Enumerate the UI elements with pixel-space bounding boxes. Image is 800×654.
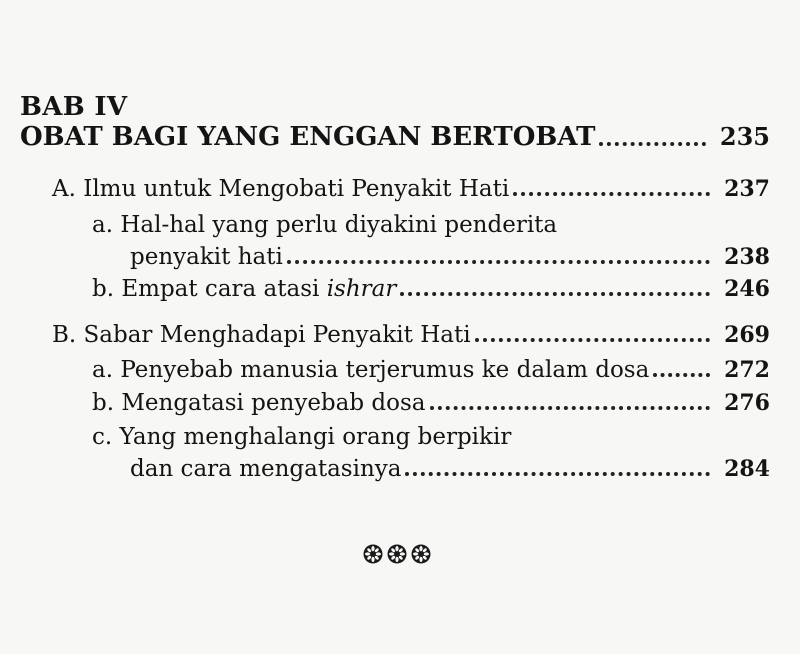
section-a-entry[interactable] (52, 176, 770, 202)
dot-leader (430, 392, 711, 410)
page-number: 272 (724, 357, 770, 383)
dot-leader (405, 458, 710, 476)
page-number: 276 (724, 390, 770, 416)
section-title: A. Ilmu untuk Mengobati Penyakit Hati (52, 176, 510, 202)
flower-ornament-icon (387, 544, 407, 564)
subsection-title-prefix: b. Empat cara atasi (92, 276, 327, 302)
subsection-b-c-line1[interactable]: c. Yang menghalangi orang berpikir (92, 424, 512, 450)
ornament-separator (363, 544, 431, 564)
subsection-title-italic: ishrar (326, 276, 397, 302)
dot-leader (599, 128, 705, 146)
page-number: 237 (724, 176, 770, 202)
page-number: 284 (724, 456, 770, 482)
flower-ornament-icon (411, 544, 431, 564)
page-number: 246 (724, 276, 770, 302)
subsection-b-a-entry[interactable] (92, 357, 770, 383)
subsection-title: penyakit hati (130, 244, 283, 270)
flower-ornament-icon (363, 544, 383, 564)
chapter-title: OBAT BAGI YANG ENGGAN BERTOBAT (20, 122, 596, 152)
section-b-entry[interactable] (52, 322, 770, 348)
subsection-title: b. Mengatasi penyebab dosa (92, 390, 426, 416)
dot-leader (475, 324, 710, 342)
dot-leader (287, 246, 710, 264)
subsection-a-a-entry[interactable] (130, 244, 770, 270)
dot-leader (400, 278, 710, 296)
page-number: 235 (719, 122, 770, 151)
subsection-title: a. Penyebab manusia terjerumus ke dalam dosa (92, 357, 650, 383)
section-title: B. Sabar Menghadapi Penyakit Hati (52, 322, 471, 348)
dot-leader (653, 359, 710, 377)
subsection-a-a-line1[interactable]: a. Hal-hal yang perlu diyakini penderita (92, 212, 558, 238)
page-number: 269 (724, 322, 770, 348)
chapter-title-entry[interactable] (20, 122, 770, 152)
chapter-label: BAB IV (20, 92, 128, 122)
page-number: 238 (724, 244, 770, 270)
subsection-title: dan cara mengatasinya (130, 456, 402, 482)
subsection-b-c-entry[interactable] (130, 456, 770, 482)
subsection-title (92, 276, 396, 302)
dot-leader (513, 178, 710, 196)
subsection-b-b-entry[interactable] (92, 390, 770, 416)
subsection-a-b-entry[interactable] (92, 276, 770, 302)
